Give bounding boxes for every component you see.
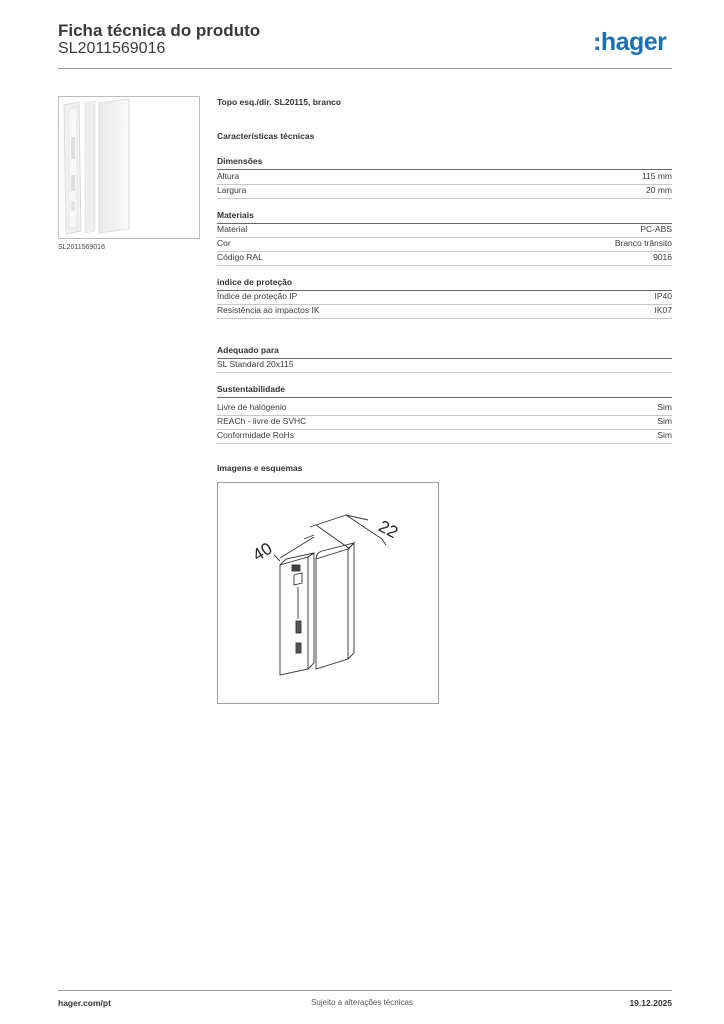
spec-label: Código RAL [217,252,263,262]
spec-label: Conformidade RoHs [217,430,295,440]
thumbnail-caption: SL2011569016 [58,244,105,251]
header-divider [58,68,672,69]
end-cap-schematic [218,483,438,703]
spec-value: 20 mm [646,185,672,195]
spec-label: Altura [217,171,240,181]
end-cap-photo [59,97,199,238]
spec-row [217,416,672,430]
spec-value: 115 mm [641,171,672,181]
spec-value: 9016 [653,252,672,262]
spec-value: IP40 [654,291,672,301]
spec-value: Sim [657,416,672,426]
product-thumbnail [58,96,200,239]
spec-row [217,238,672,252]
spec-value: Sim [657,430,672,440]
spec-row [217,171,672,185]
spec-value: Branco trânsito [614,238,672,248]
logo-text: hager [600,28,667,56]
spec-label: Cor [217,238,231,248]
spec-row [217,305,672,319]
section-title-protecao: índice de proteção [217,277,672,287]
dimension-label-width: 22 [375,516,402,543]
spec-value: IK07 [654,305,672,315]
spec-row [217,185,672,199]
product-name: Topo esq./dir. SL20115, branco [217,97,342,107]
spec-value: Sim [657,402,672,412]
dimension-drawing [217,482,439,704]
images-heading: Imagens e esquemas [217,463,303,473]
tech-heading: Características técnicas [217,131,315,141]
spec-label: Índice de proteção IP [217,291,298,301]
spec-label: Material [217,224,248,234]
dimension-label-depth: 40 [249,538,276,565]
section-title-materiais: Materiais [217,210,672,220]
section-title-sustentabilidade: Sustentabilidade [217,384,672,394]
spec-row [217,252,672,266]
spec-value: PC-ABS [640,224,672,234]
section-title-adequado: Adequado para [217,345,672,355]
spec-row [217,291,672,305]
document-title: Ficha técnica do produto [58,21,261,40]
hager-logo[interactable]: :hager [593,28,667,56]
footer-notice: Sujeito a alterações técnicas [311,998,413,1007]
spec-row [217,430,672,444]
footer-date: 19.12.2025 [629,998,672,1008]
spec-label: Livre de halógenio [217,402,287,412]
spec-label: Largura [217,185,247,195]
footer-website-link[interactable]: hager.com/pt [58,998,111,1008]
spec-row [217,402,672,416]
spec-label: REACh - livre de SVHC [217,416,307,426]
footer-divider [58,990,672,991]
spec-label: Resistência ao impactos IK [217,305,320,315]
spec-row [217,224,672,238]
section-title-dimensoes: Dimensões [217,156,672,166]
spec-row [217,359,672,373]
spec-label: SL Standard 20x115 [217,359,294,369]
product-code: SL2011569016 [58,40,166,57]
